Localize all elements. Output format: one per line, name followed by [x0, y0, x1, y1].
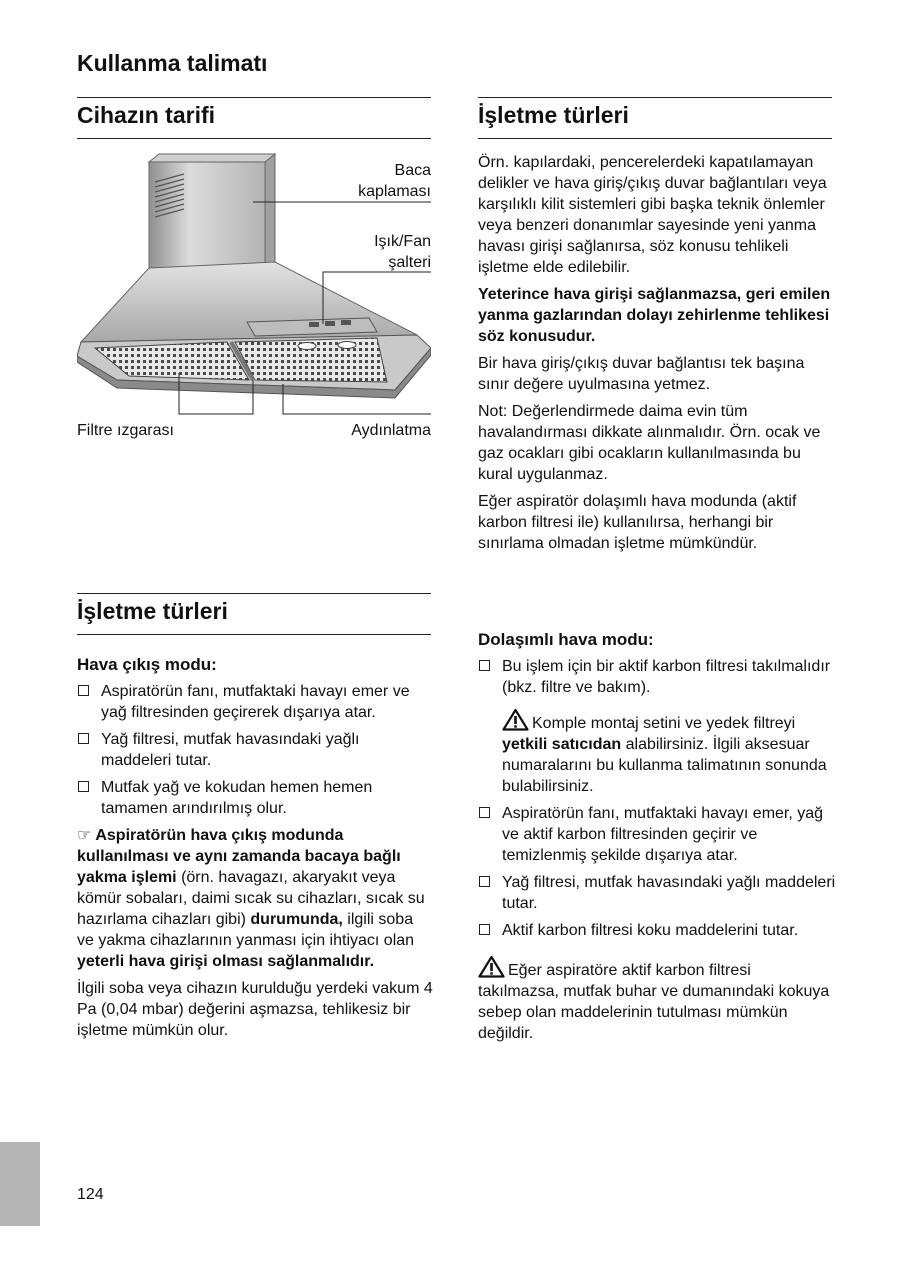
- side-tab-marker: [0, 1142, 40, 1226]
- label-light-fan-switch: Işık/Fan şalteri: [374, 233, 431, 271]
- warning-triangle-icon: [502, 708, 529, 731]
- divider: [478, 97, 832, 98]
- section-title-operating-modes: İşletme türleri: [77, 598, 228, 624]
- checkbox-bullet-icon: [78, 733, 89, 744]
- checkbox-bullet-icon: [479, 807, 490, 818]
- section-title-operating-modes-right: İşletme türleri: [478, 102, 629, 128]
- paragraph: Eğer aspiratör dolaşımlı hava modunda (aktif karbon filtresi ile) kullanılırsa, herhangi bir sınırlama olmadan işletme mümkündür.: [478, 493, 797, 552]
- label-filter-grille: Filtre ızgarası: [77, 422, 174, 439]
- label-chimney-cover: Baca kaplaması: [358, 162, 431, 200]
- recirculation-mode-subtitle: Dolaşımlı hava modu:: [478, 630, 654, 649]
- paragraph: Not: Değerlendirmede daima evin tüm havalandırması dikkate alınmalıdır. Örn. ocak ve gaz ocakları gibi ocakların kullanılmasında bu kural uygulanmaz.: [478, 403, 821, 483]
- page-title: Kullanma talimatı: [77, 50, 268, 76]
- divider: [77, 593, 431, 594]
- vacuum-paragraph: İlgili soba veya cihazın kurulduğu yerdeki vakum 4 Pa (0,04 mbar) değerini aşmazsa, tehlikesiz bir işletme mümkün olur.: [77, 980, 433, 1039]
- accessory-warning: Komple montaj setini ve yedek filtreyi yetkili satıcıdan alabilirsiniz. İlgili aksesuar numaralarını bu kullanma talimatının sonunda bulabilirsiniz.: [478, 708, 836, 797]
- list-item: Bu işlem için bir aktif karbon filtresi takılmalıdır (bkz. filtre ve bakım).: [478, 656, 836, 698]
- list-item: Mutfak yağ ve kokudan hemen hemen tamamen arındırılmış olur.: [77, 777, 433, 819]
- checkbox-bullet-icon: [78, 685, 89, 696]
- exhaust-mode-subtitle: Hava çıkış modu:: [77, 655, 217, 674]
- list-item: Aktif karbon filtresi koku maddelerini tutar.: [478, 920, 836, 941]
- label-lighting: Aydınlatma: [351, 422, 431, 439]
- operating-modes-text: [478, 152, 836, 560]
- divider: [478, 138, 832, 139]
- warning-triangle-icon: [478, 955, 505, 978]
- recirculation-list-1: [478, 656, 836, 698]
- warning-paragraph: Yeterince hava girişi sağlanmazsa, geri emilen yanma gazlarından dolayı zehirlenme tehlikesi söz konusudur.: [478, 286, 831, 345]
- recirculation-list-2: [478, 803, 836, 941]
- chimney-combustion-note: ☞ Aspiratörün hava çıkış modunda kullanılması ve aynı zamanda bacaya bağlı yakma işlemi (örn. havagazı, akaryakıt veya kömür sobaları, daimi sıcak su cihazları, sıcak su hazırlama cihazları gibi) durumunda, ilgili soba ve yakma cihazlarının yanması için ihtiyacı olan yeterli hava girişi olması sağlanmalıdır.: [77, 827, 425, 970]
- checkbox-bullet-icon: [78, 781, 89, 792]
- divider: [77, 634, 431, 635]
- page-number: 124: [77, 1186, 104, 1203]
- carbon-filter-warning: Eğer aspiratöre aktif karbon filtresi takılmazsa, mutfak buhar ve dumanındaki kokuya sebep olan maddelerinin tutulması mümkün değildir.: [478, 955, 836, 1044]
- list-item: Aspiratörün fanı, mutfaktaki havayı emer, yağ ve aktif karbon filtresinden geçirir ve temizlenmiş şekilde dışarıya atar.: [478, 803, 836, 866]
- section-title-device-description: Cihazın tarifi: [77, 102, 216, 128]
- divider: [77, 138, 431, 139]
- exhaust-mode-list: [77, 681, 433, 819]
- list-item: Yağ filtresi, mutfak havasındaki yağlı maddeleri tutar.: [478, 872, 836, 914]
- paragraph: Bir hava giriş/çıkış duvar bağlantısı tek başına sınır değere uyulmasına yetmez.: [478, 355, 805, 393]
- chimney-cover: [149, 154, 275, 268]
- recirculation-mode-block: [478, 630, 836, 1044]
- checkbox-bullet-icon: [479, 876, 490, 887]
- pointing-hand-icon: ☞: [77, 827, 92, 844]
- divider: [77, 97, 431, 98]
- list-item: Yağ filtresi, mutfak havasındaki yağlı maddeleri tutar.: [77, 729, 433, 771]
- checkbox-bullet-icon: [479, 924, 490, 935]
- paragraph: Örn. kapılardaki, pencerelerdeki kapatılamayan delikler ve hava giriş/çıkış duvar bağlantıları veya karşılıklı kilit sistemleri gibi başka teknik önlemler veya benzeri donanımlar sayesinde yeni yanma havası girişi sağlanırsa, söz konusu tehlikeli işletme elde edilebilir.: [478, 154, 827, 276]
- list-item: Aspiratörün fanı, mutfaktaki havayı emer ve yağ filtresinden geçirerek dışarıya atar.: [77, 681, 433, 723]
- checkbox-bullet-icon: [479, 660, 490, 671]
- exhaust-mode-block: [77, 655, 433, 1041]
